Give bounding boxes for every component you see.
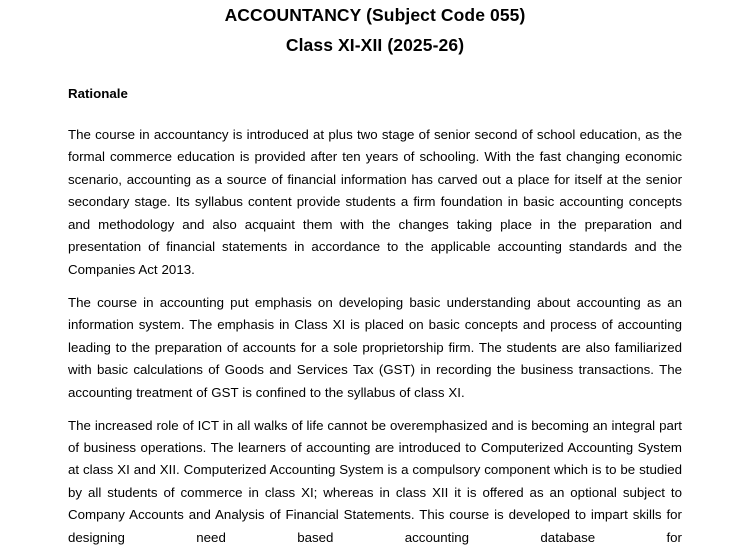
- document-title-line-1: ACCOUNTANCY (Subject Code 055): [224, 5, 526, 25]
- rationale-paragraph-3: The increased role of ICT in all walks of life cannot be overemphasized and is becoming an integral part of business operations. The learners of accounting are introduced to Computerized Accounting System at class XI and XII. Computerized Accounting System is a compulsory component which is to be studied by all students of commerce in class XI; whereas in class XII it is offered as an optional subject to Company Accounts and Analysis of Financial Statements. This course is developed to impart skills for designing need based accounting database for: [68, 417, 682, 545]
- rationale-paragraph-2: The course in accounting put emphasis on developing basic understanding about accounting as an information system. The emphasis in Class XI is placed on basic concepts and process of accounting leading to the preparation of accounts for a sole proprietorship firm. The students are also familiarized with basic calculations of Goods and Services Tax (GST) in recording the business transactions. The accounting treatment of GST is confined to the syllabus of class XI.: [68, 294, 682, 400]
- document-title-line-2: Class XI-XII (2025-26): [285, 35, 465, 55]
- document-title: [68, 0, 682, 60]
- section-heading-rationale: Rationale: [68, 86, 128, 101]
- rationale-paragraph-1: The course in accountancy is introduced at plus two stage of senior second of school education, as the formal commerce education is provided after ten years of schooling. With the fast changing economic scenario, accounting as a source of financial information has carved out a place for itself at the senior secondary stage. Its syllabus content provide students a firm foundation in basic accounting concepts and methodology and also acquaint them with the changes taking place in the preparation and presentation of financial statements in accordance to the applicable accounting standards and the Companies Act 2013.: [68, 126, 682, 277]
